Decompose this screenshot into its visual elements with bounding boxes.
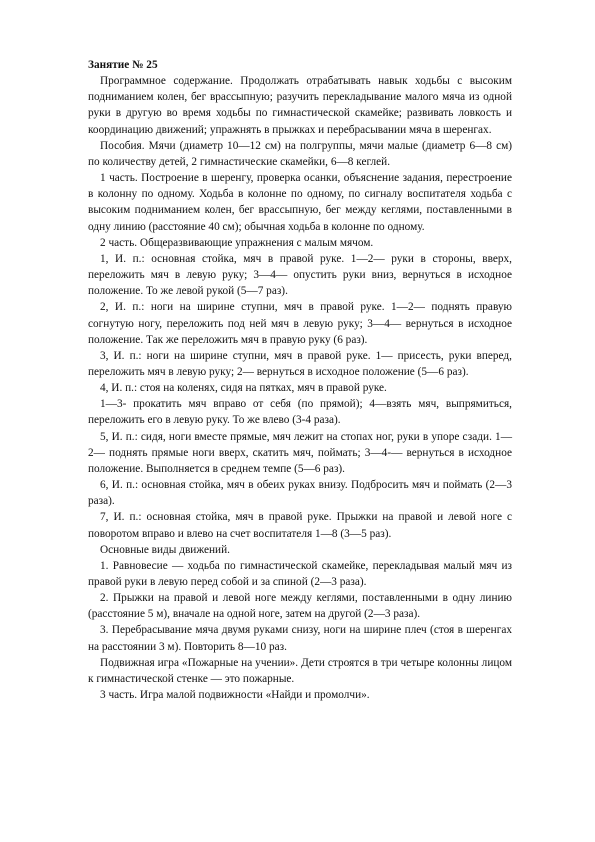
- lesson-title: Занятие № 25: [88, 59, 158, 71]
- paragraph-exercise-5: 5, И. п.: сидя, ноги вместе прямые, мяч лежит на стопах ног, руки в упоре сзади. 1—2— поднять прямые ноги вверх, скатить мяч, поймать; 3—4-— вернуться в исходное положение. Выполняется в среднем темпе (5—6 раз).: [88, 430, 512, 475]
- paragraph-mobile-game: Подвижная игра «Пожарные на учении». Дети строятся в три четыре колонны лицом к гимнастической стенке — это пожарные.: [88, 656, 512, 685]
- paragraph-exercise-2: 2, И. п.: ноги на ширине ступни, мяч в правой руке. 1—2— поднять правую согнутую ногу, переложить под ней мяч в левую руку; 3—4— вернуться в исходное положение. Так же переложить мяч в правую руку (6 раз).: [88, 301, 512, 346]
- paragraph-movement-2: 2. Прыжки на правой и левой ноге между кеглями, поставленными в одну линию (расстояние 5 м), вначале на одной ноге, затем на другой (2—3 раза).: [88, 592, 512, 621]
- paragraph-exercise-1: 1, И. п.: основная стойка, мяч в правой руке. 1—2— руки в стороны, вверх, переложить мяч в левую руку; 3—4— опустить руки вниз, вернуться в исходное положение. То же левой рукой (5—7 раз).: [88, 252, 512, 298]
- paragraph-part-2-heading: 2 часть. Общеразвивающие упражнения с малым мячом.: [100, 236, 374, 249]
- paragraph-part-1: 1 часть. Построение в шеренгу, проверка осанки, объяснение задания, перестроение в колонну по одному. Ходьба в колонне по одному, по сигналу воспитателя ходьба с высоким подниманием колен, бег врассыпную, бег между кеглями, поставленными в одну линию (расстояние 40 см); обычная ходьба в колонне по одному.: [88, 172, 512, 233]
- paragraph-movement-3: 3. Перебрасывание мяча двумя руками снизу, ноги на ширине плеч (стоя в шеренгах на расстоянии 3 м). Повторить 8—10 раз.: [88, 624, 512, 653]
- paragraph-main-movements-heading: Основные виды движений.: [100, 543, 230, 556]
- document-body: [88, 57, 512, 703]
- paragraph-exercise-4-steps: 1—3- прокатить мяч вправо от себя (по прямой); 4—взять мяч, выпрямиться, переложить его в левую руку. То же влево (3-4 раза).: [88, 398, 512, 427]
- paragraph-equipment: Пособия. Мячи (диаметр 10—12 см) на полгруппы, мячи малые (диаметр 6—8 см) по количеству детей, 2 гимнастические скамейки, 6—8 кеглей.: [88, 139, 512, 168]
- paragraph-exercise-3: 3, И. п.: ноги на ширине ступни, мяч в правой руке. 1— присесть, руки вперед, переложить мяч в левую руку; 2— вернуться в исходное положение (5—6 раз).: [88, 349, 512, 378]
- paragraph-movement-1: 1. Равновесие — ходьба по гимнастической скамейке, перекладывая малый мяч из правой руки в левую перед собой и за спиной (2—3 раза).: [88, 559, 512, 588]
- paragraph-part-3: 3 часть. Игра малой подвижности «Найди и промолчи».: [100, 689, 370, 702]
- paragraph-exercise-6: 6, И. п.: основная стойка, мяч в обеих руках внизу. Подбросить мяч и поймать (2—3 раза).: [88, 479, 512, 508]
- paragraph-exercise-4: 4, И. п.: стоя на коленях, сидя на пятках, мяч в правой руке.: [100, 382, 387, 395]
- paragraph-program-content: Программное содержание. Продолжать отрабатывать навык ходьбы с высоким подниманием колен, бег врассыпную; разучить перекладывание малого мяча из одной руки в другую во время ходьбы по гимнастической скамейке; развивать ловкость и координацию движений; упражнять в прыжках и перебрасывании мяча в шеренгах.: [88, 75, 512, 136]
- paragraph-exercise-7: 7, И. п.: основная стойка, мяч в правой руке. Прыжки на правой и левой ноге с поворотом вправо и влево на счет воспитателя 1—8 (3—5 раз).: [88, 511, 512, 540]
